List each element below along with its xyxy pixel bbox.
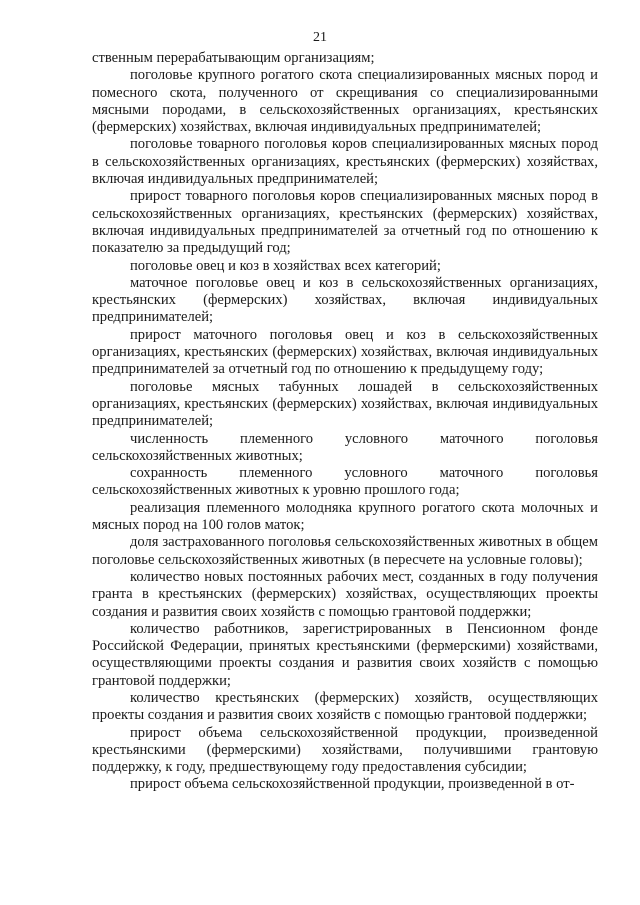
paragraph: реализация племенного молодняка крупного рогатого скота молочных и мясных пород на 100 голов маток; (92, 499, 598, 534)
paragraph: ственным перерабатывающим организациям; (92, 50, 375, 66)
paragraph: сохранность племенного условного маточного поголовья сельскохозяйственных животных к уровню прошлого года; (92, 465, 598, 499)
paragraph: маточное поголовье овец и коз в сельскохозяйственных организациях, крестьянских (фермерских) хозяйствах, включая индивидуальных предпринимателей; (92, 274, 598, 326)
paragraph: прирост объема сельскохозяйственной продукции, произведенной в от- (130, 776, 575, 793)
page-number: 21 (313, 30, 327, 45)
paragraph: поголовье товарного поголовья коров специализированных мясных пород в сельскохозяйственных организациях, крестьянских (фермерских) хозяйствах, включая индивидуальных предпринимателей; (92, 136, 598, 188)
paragraph: доля застрахованного поголовья сельскохозяйственных животных в общем поголовье сельскохозяйственных животных (в пересчете на условные головы); (92, 534, 598, 568)
paragraph: количество новых постоянных рабочих мест, созданных в году получения гранта в крестьянских (фермерских) хозяйствах, осуществляющих проекты создания и развития своих хозяйств с помощью грантовой поддержки; (92, 568, 598, 620)
paragraph: поголовье овец и коз в хозяйствах всех категорий; (130, 257, 441, 274)
document-body (92, 50, 598, 794)
paragraph: количество работников, зарегистрированных в Пенсионном фонде Российской Федерации, принятых крестьянскими (фермерскими) хозяйствами, осуществляющими проекты создания и развития своих хозяйств с помощью грантовой поддержки; (92, 620, 598, 689)
paragraph: поголовье крупного рогатого скота специализированных мясных пород и помесного скота, полученного от скрещивания со специализированными мясными породами, в сельскохозяйственных организациях, крестьянских (фермерских) хозяйствах, включая индивидуальных предпринимателей; (92, 67, 598, 136)
paragraph: численность племенного условного маточного поголовья сельскохозяйственных животных; (92, 430, 598, 464)
paragraph: прирост объема сельскохозяйственной продукции, произведенной крестьянскими (фермерскими) хозяйствами, получившими грантовую поддержку, к году, предшествующему году предоставления субсидии; (92, 724, 598, 776)
paragraph: количество крестьянских (фермерских) хозяйств, осуществляющих проекты создания и развития своих хозяйств с помощью грантовой поддержки; (92, 689, 598, 724)
paragraph: прирост маточного поголовья овец и коз в сельскохозяйственных организациях, крестьянских (фермерских) хозяйствах, включая индивидуальных предпринимателей за отчетный год по отношению к предыдущему году; (92, 326, 598, 378)
paragraph: поголовье мясных табунных лошадей в сельскохозяйственных организациях, крестьянских (фермерских) хозяйствах, включая индивидуальных предпринимателей; (92, 378, 598, 430)
paragraph: прирост товарного поголовья коров специализированных мясных пород в сельскохозяйственных организациях, крестьянских (фермерских) хозяйствах, включая индивидуальных предпринимателей за отчетный год по отношению к показателю за предыдущий год; (92, 188, 598, 257)
